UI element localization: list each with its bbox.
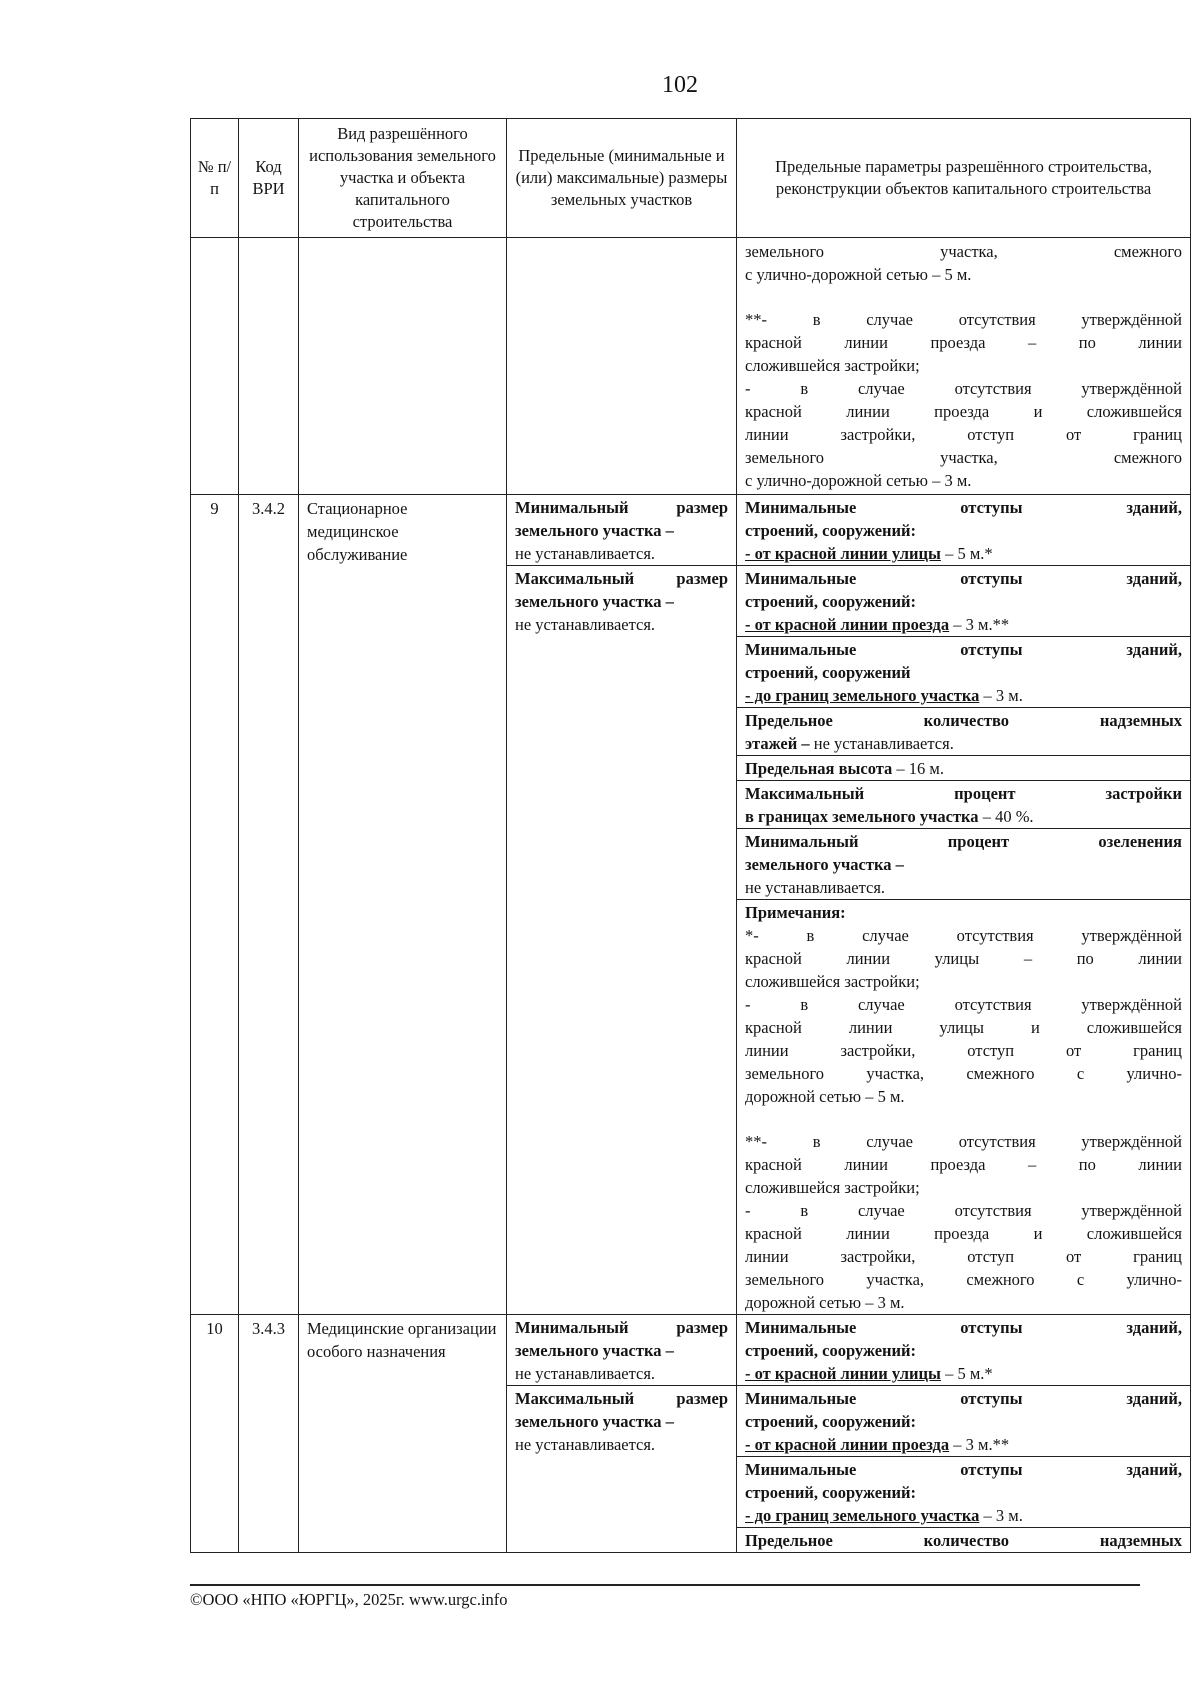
header-num: № п/п [191,119,239,238]
text-line: земельного участка, смежного [745,448,1182,467]
cell-code: 3.4.2 [239,495,299,1315]
table-row-continuation [191,238,1191,495]
header-sizes: Предельные (минимальные и (или) максимальные) размеры земельных участков [507,119,737,238]
text-line: красной линии проезда и сложившейся [745,402,1182,421]
text-line: - до границ земельного участка – 3 м. [745,686,1023,705]
text-line: красной линии проезда и сложившейся [745,1224,1182,1243]
text-line: сложившейся застройки; [745,972,920,991]
text-line: Максимальный размер [515,1389,728,1408]
cell-code [239,238,299,495]
text-line: строений, сооружений: [745,1412,917,1431]
min-size-block [507,1315,736,1386]
text-line: Минимальный размер [515,1318,728,1337]
text-line: земельного участка, смежного с улично- [745,1064,1182,1083]
text-line: в границах земельного участка – 40 %. [745,807,1034,826]
cell-vid: Медицинские организации особого назначения [299,1315,507,1553]
text-line: строений, сооружений: [745,1483,917,1502]
text-line: сложившейся застройки; [745,356,920,375]
text-line: линии застройки, отступ от границ [745,425,1182,444]
text-line: Минимальные отступы зданий, [745,569,1182,588]
param-block [737,495,1190,566]
header-code: Код ВРИ [239,119,299,238]
text-line: не устанавливается. [515,1364,656,1383]
min-size-block [507,495,736,566]
text-line: Минимальный размер [515,498,728,517]
text-line: земельного участка – [515,1412,674,1431]
text-line: - от красной линии улицы – 5 м.* [745,1364,993,1383]
param-block [737,1457,1190,1528]
text-line: строений, сооружений [745,663,911,682]
text-line: Максимальный размер [515,569,728,588]
text-line: Предельное количество надземных [745,1531,1182,1550]
text-line: **- в случае отсутствия утверждённой [745,310,1182,329]
cell-code: 3.4.3 [239,1315,299,1553]
text-line: красной линии улицы – по линии [745,949,1182,968]
param-block [737,708,1190,756]
text-line: Предельное количество надземных [745,711,1182,730]
text-line: - от красной линии проезда – 3 м.** [745,615,1010,634]
text-line: с улично-дорожной сетью – 3 м. [745,471,972,490]
text-line: земельного участка, смежного с улично- [745,1270,1182,1289]
cell-params [737,1315,1191,1553]
notes-block [737,900,1190,1314]
text-line: земельного участка, смежного [745,242,1182,261]
footer-divider [190,1584,1140,1586]
param-block [737,781,1190,829]
max-size-block [507,566,736,636]
text-line: сложившейся застройки; [745,1178,920,1197]
text-line: **- в случае отсутствия утверждённой [745,1132,1182,1151]
cell-num: 9 [191,495,239,1315]
text-line: строений, сооружений: [745,1341,917,1360]
text-line: земельного участка – [515,1341,674,1360]
header-vid: Вид разрешённого использования земельного участка и объекта капитального строительства [299,119,507,238]
text-line: красной линии проезда – по линии [745,1155,1182,1174]
footer-copyright: ©ООО «НПО «ЮРГЦ», 2025г. www.urgc.info [190,1590,508,1609]
text-line: дорожной сетью – 3 м. [745,1293,905,1312]
text-line: с улично-дорожной сетью – 5 м. [745,265,972,284]
notes-title: Примечания: [745,903,846,922]
text-line: не устанавливается. [515,615,656,634]
text-line: земельного участка – [745,855,904,874]
text-line: Минимальный процент озеленения [745,832,1182,851]
cell-sizes [507,1315,737,1553]
text-line: *- в случае отсутствия утверждённой [745,926,1182,945]
page-number: 102 [662,72,698,98]
text-line: - от красной линии проезда – 3 м.** [745,1435,1010,1454]
text-line: Минимальные отступы зданий, [745,1389,1182,1408]
cell-num [191,238,239,495]
param-block [737,1386,1190,1457]
cell-params [737,495,1191,1315]
table-header-row [191,119,1191,238]
param-block [737,756,1190,781]
text-line: линии застройки, отступ от границ [745,1247,1182,1266]
text-line: не устанавливается. [515,544,656,563]
cell-params [737,238,1191,495]
text-line: Минимальные отступы зданий, [745,1460,1182,1479]
text-line: строений, сооружений: [745,592,917,611]
text-line: - до границ земельного участка – 3 м. [745,1506,1023,1525]
text-line: Минимальные отступы зданий, [745,498,1182,517]
cell-num: 10 [191,1315,239,1553]
text-line: этажей – не устанавливается. [745,734,954,753]
text-line: не устанавливается. [745,878,886,897]
cell-vid: Стационарное медицинское обслуживание [299,495,507,1315]
text-line: Максимальный процент застройки [745,784,1182,803]
param-block [737,1315,1190,1386]
param-block [737,1528,1190,1552]
cell-sizes [507,495,737,1315]
text-line: - в случае отсутствия утверждённой [745,995,1182,1014]
text-line: - в случае отсутствия утверждённой [745,379,1182,398]
text-line: Минимальные отступы зданий, [745,640,1182,659]
text-line: линии застройки, отступ от границ [745,1041,1182,1060]
text-line: строений, сооружений: [745,521,917,540]
param-block [737,637,1190,708]
vri-table [190,118,1191,1553]
header-params: Предельные параметры разрешённого строительства, реконструкции объектов капитального строительства [737,119,1191,238]
text-line: дорожной сетью – 5 м. [745,1087,905,1106]
param-block [737,829,1190,900]
text-line: не устанавливается. [515,1435,656,1454]
text-line: Минимальные отступы зданий, [745,1318,1182,1337]
param-block [737,566,1190,637]
text-line: - от красной линии улицы – 5 м.* [745,544,993,563]
text-line: земельного участка – [515,521,674,540]
table-row-9 [191,495,1191,1315]
cell-sizes [507,238,737,495]
text-line: красной линии улицы и сложившейся [745,1018,1182,1037]
text-line: земельного участка – [515,592,674,611]
text-line: Предельная высота – 16 м. [745,759,944,778]
table-row-10 [191,1315,1191,1553]
text-line: - в случае отсутствия утверждённой [745,1201,1182,1220]
text-line: красной линии проезда – по линии [745,333,1182,352]
max-size-block [507,1386,736,1456]
cell-vid [299,238,507,495]
